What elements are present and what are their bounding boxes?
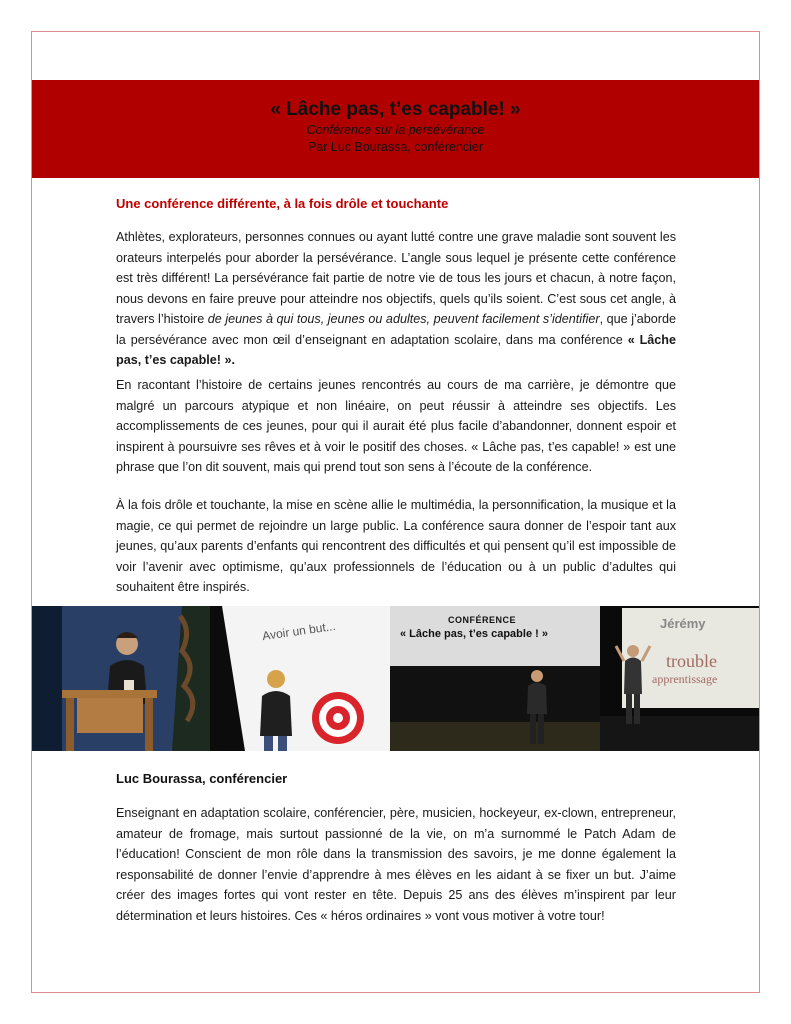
paragraph-bold: « Lâche pas, t’es capable! ». bbox=[116, 332, 676, 367]
paragraph-3 bbox=[116, 495, 676, 598]
paragraph-text: À la fois drôle et touchante, la mise en scène allie le multimédia, la personnification, la musique et la magie, ce qui permet de rejoindre un large public. La conférence saura donner de l’espoir tant aux jeunes, qu’aux parents d’enfants qui rencontrent des difficultés et qui pensent qu’il est impossible de voir l’avenir avec optimisme, qu’aux professionnels de l’éducation ou à un public d’adultes qui souhaitent être inspirés. bbox=[116, 498, 676, 594]
photo-jeremy-slide bbox=[600, 606, 759, 751]
paragraph-text: Enseignant en adaptation scolaire, conférencier, père, musicien, hockeyeur, ex-clown, entrepreneur, amateur de fromage, mais surtout passionné de la vie, on m’a surnommé le Patch Adam de l’éducation! Conscient de mon rôle dans la transmission des savoirs, je me donne également la responsabilité de donner l’envie d’apprendre à mes élèves en les aidant à se fixer un but. J’aime créer des images fortes qui vont rester en tête. Depuis 25 ans des élèves m’inspirent par leur détermination et leurs histoires. Ces « héros ordinaires » vont vous motiver à votre tour! bbox=[116, 806, 676, 923]
photo-strip bbox=[32, 606, 759, 751]
page-title: « Lâche pas, t’es capable! » bbox=[270, 99, 521, 120]
speaker-desk-image bbox=[32, 606, 210, 751]
photo-avoir-un-but bbox=[210, 606, 390, 751]
section-conference bbox=[116, 196, 676, 211]
section-speaker bbox=[116, 771, 676, 786]
byline: Par Luc Bourassa, conférencier bbox=[307, 140, 484, 154]
paragraph-2 bbox=[116, 375, 676, 478]
section-heading: Une conférence différente, à la fois drôle et touchante bbox=[116, 196, 449, 211]
slide-title: « Lâche pas, t’es capable ! » bbox=[400, 628, 548, 640]
paragraph-italic: de jeunes à qui tous, jeunes ou adultes, peuvent facilement s’identifier bbox=[207, 312, 600, 326]
section-heading: Luc Bourassa, conférencier bbox=[116, 771, 288, 786]
slide-text: Avoir un but... bbox=[261, 618, 337, 644]
photo-conference-slide bbox=[390, 606, 600, 751]
slide-name: Jérémy bbox=[660, 616, 706, 631]
paragraph-text: En racontant l’histoire de certains jeunes rencontrés au cours de ma carrière, je démontre que malgré un parcours atypique et non linéaire, on peut réussir à atteindre ses objectifs. Les accomplissements de ces jeunes, pour qui il aurait été plus facile d’abandonner, donnent espoir et inspirent à poursuivre ses rêves et à voir le positif des choses. « Lâche pas, t’es capable! » est une phrase que l’on dit souvent, mais qui prend tout son sens à l’écoute de la conférence. bbox=[116, 378, 676, 474]
paragraph-text: Athlètes, explorateurs, personnes connues ou ayant lutté contre une grave maladie sont souvent les orateurs interpelés pour aborder la persévérance. L’angle sous lequel je présente cette conférence est très différent! La persévérance fait partie de notre vie de tous les jours et chacun, à notre façon, nous devons en faire preuve pour atteindre nos objectifs, quels qu’ils soient. C’est sous cet angle, à travers l’histoire bbox=[116, 230, 676, 326]
slide-word: apprentissage bbox=[652, 672, 718, 686]
title-banner bbox=[32, 80, 759, 178]
paragraph-1 bbox=[116, 227, 676, 371]
paragraph-text: , que j’aborde la persévérance avec mon œil d’enseignant en adaptation scolaire, dans ma conférence bbox=[116, 312, 677, 347]
slide-label: CONFÉRENCE bbox=[448, 615, 517, 625]
paragraph-bio bbox=[116, 803, 676, 926]
slide-word: trouble bbox=[666, 651, 717, 671]
photo-speaker-desk bbox=[32, 606, 210, 751]
subtitle: Conférence sur la persévérance bbox=[306, 123, 485, 137]
